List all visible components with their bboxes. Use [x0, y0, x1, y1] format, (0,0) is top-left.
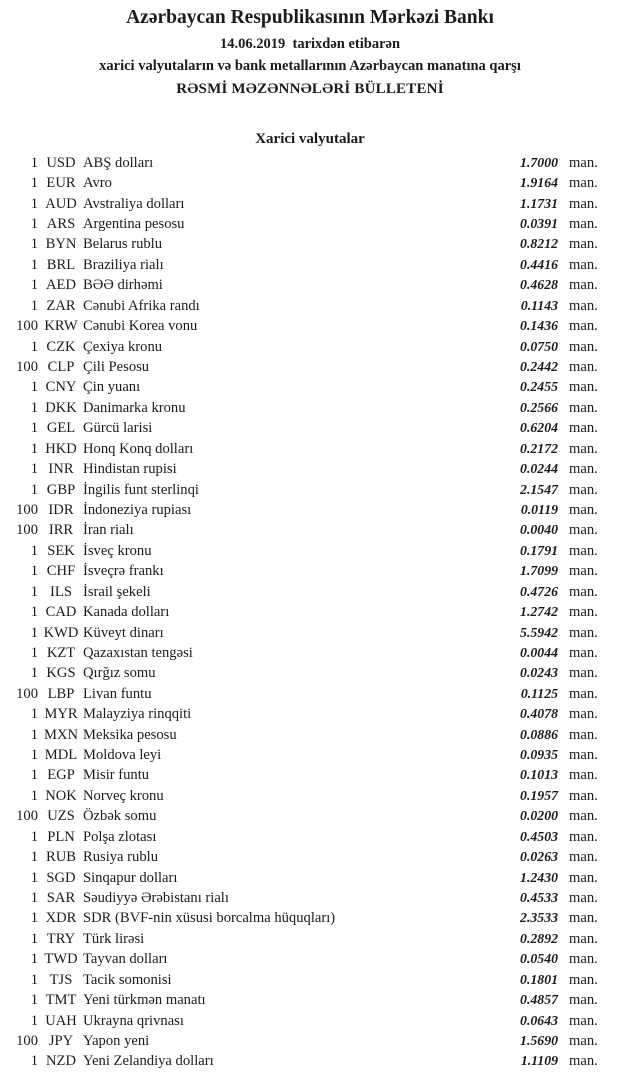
- currency-unit: man.: [569, 726, 598, 743]
- currency-code: INR: [48, 461, 74, 478]
- currency-unit: man.: [569, 828, 598, 845]
- currency-quantity: 1: [30, 154, 38, 171]
- table-row: [0, 275, 620, 295]
- currency-quantity: 1: [30, 1012, 38, 1029]
- currency-name: Ukrayna qrivnası: [83, 1012, 184, 1029]
- currency-rate: 0.1143: [520, 297, 558, 313]
- currency-rate: 1.2742: [520, 604, 558, 620]
- currency-name: İran rialı: [83, 522, 134, 539]
- currency-name: İngilis funt sterlinqi: [83, 481, 199, 498]
- currency-name: Honq Konq dolları: [83, 440, 194, 457]
- currency-code: ILS: [50, 583, 72, 600]
- currency-rate: 0.2455: [520, 379, 558, 395]
- currency-rate: 1.7099: [520, 563, 558, 579]
- currency-quantity: 1: [30, 706, 38, 723]
- currency-name: Yeni türkmən manatı: [83, 992, 206, 1009]
- table-row: [0, 214, 620, 234]
- currency-code: RUB: [45, 849, 76, 866]
- currency-rate: 0.1791: [520, 542, 558, 558]
- table-row: [0, 949, 620, 969]
- currency-name: Belarus rublu: [83, 236, 163, 253]
- currency-code: NZD: [46, 1053, 76, 1070]
- currency-unit: man.: [569, 236, 598, 253]
- currency-unit: man.: [569, 399, 598, 416]
- currency-unit: man.: [569, 910, 598, 927]
- currency-rate: 0.0200: [520, 808, 558, 824]
- currency-unit: man.: [569, 481, 598, 498]
- table-row: [0, 418, 620, 438]
- currency-unit: man.: [569, 359, 598, 376]
- table-row: [0, 929, 620, 949]
- currency-name: İndoneziya rupiası: [83, 501, 192, 518]
- currency-quantity: 1: [30, 236, 38, 253]
- table-row: [0, 541, 620, 561]
- currency-code: NOK: [45, 787, 77, 804]
- currency-code: CLP: [47, 359, 75, 376]
- currency-rate: 0.4533: [520, 889, 558, 905]
- currency-code: SAR: [46, 889, 76, 906]
- currency-code: TWD: [44, 951, 78, 968]
- currency-code: KRW: [44, 318, 78, 335]
- currency-quantity: 100: [16, 685, 38, 702]
- currency-rate: 5.5942: [520, 624, 558, 640]
- currency-name: Meksika pesosu: [83, 726, 177, 743]
- currency-rate: 1.7000: [520, 154, 558, 170]
- currency-quantity: 1: [30, 910, 38, 927]
- table-row: [0, 439, 620, 459]
- currency-rate: 0.1125: [520, 685, 558, 701]
- currency-rate: 0.0750: [520, 338, 558, 354]
- currency-code: TRY: [46, 930, 76, 947]
- currency-unit: man.: [569, 420, 598, 437]
- bank-title: Azərbaycan Respublikasının Mərkəzi Bankı: [126, 7, 494, 28]
- currency-rate: 0.4726: [520, 583, 558, 599]
- currency-rate: 1.1731: [520, 195, 558, 211]
- currency-name: SDR (BVF-nin xüsusi borcalma hüquqları): [83, 910, 336, 927]
- currency-rate: 0.0243: [520, 665, 558, 681]
- currency-name: Malayziya rinqqiti: [83, 706, 192, 723]
- currency-name: Qazaxıstan tengəsi: [83, 644, 193, 661]
- currency-unit: man.: [569, 256, 598, 273]
- currency-rate: 0.8212: [520, 236, 558, 252]
- currency-unit: man.: [569, 624, 598, 641]
- currency-quantity: 1: [30, 399, 38, 416]
- currency-code: EUR: [46, 175, 76, 192]
- currency-rate: 0.4857: [520, 992, 558, 1008]
- table-row: [0, 153, 620, 173]
- currency-unit: man.: [569, 195, 598, 212]
- currency-rate: 0.0040: [520, 522, 558, 538]
- currency-name: Qırğız somu: [83, 665, 156, 682]
- currency-code: CAD: [45, 604, 77, 621]
- table-row: [0, 745, 620, 765]
- currency-unit: man.: [569, 951, 598, 968]
- table-row: [0, 786, 620, 806]
- currency-quantity: 1: [30, 542, 38, 559]
- currency-quantity: 100: [16, 808, 38, 825]
- currency-code: IRR: [48, 522, 74, 539]
- currency-name: Avstraliya dolları: [83, 195, 185, 212]
- currency-name: İsveç kronu: [83, 542, 152, 559]
- currency-code: IDR: [48, 501, 74, 518]
- currency-code: KZT: [46, 644, 76, 661]
- table-row: [0, 1031, 620, 1051]
- table-row: [0, 663, 620, 683]
- currency-rate: 0.1957: [520, 787, 558, 803]
- currency-code: SGD: [46, 869, 76, 886]
- currency-name: Çin yuanı: [83, 379, 141, 396]
- table-row: [0, 827, 620, 847]
- currency-unit: man.: [569, 1053, 598, 1070]
- table-row: [0, 459, 620, 479]
- currency-unit: man.: [569, 869, 598, 886]
- currency-rate: 0.4416: [520, 256, 558, 272]
- currency-quantity: 1: [30, 869, 38, 886]
- currency-rate: 1.1109: [520, 1053, 558, 1069]
- currency-rate: 0.2442: [520, 359, 558, 375]
- currency-quantity: 1: [30, 277, 38, 294]
- currency-name: Türk lirəsi: [83, 930, 145, 947]
- currency-quantity: 1: [30, 440, 38, 457]
- bulletin-header: [0, 0, 620, 98]
- currency-name: Avro: [83, 175, 112, 192]
- table-row: [0, 1011, 620, 1031]
- currency-unit: man.: [569, 501, 598, 518]
- currency-unit: man.: [569, 542, 598, 559]
- currency-code: AUD: [45, 195, 77, 212]
- table-row: [0, 377, 620, 397]
- currency-code: UAH: [45, 1012, 77, 1029]
- currency-unit: man.: [569, 665, 598, 682]
- currency-rate: 0.0391: [520, 216, 558, 232]
- currency-name: Küveyt dinarı: [83, 624, 164, 641]
- currency-quantity: 1: [30, 604, 38, 621]
- currency-name: Özbək somu: [83, 808, 157, 825]
- table-row: [0, 888, 620, 908]
- currency-name: Tacik somonisi: [83, 971, 172, 988]
- currency-unit: man.: [569, 277, 598, 294]
- currency-rate: 0.2566: [520, 399, 558, 415]
- table-row: [0, 480, 620, 500]
- currency-code: CHF: [46, 563, 76, 580]
- currency-rate-table: [0, 153, 620, 1072]
- currency-quantity: 1: [30, 828, 38, 845]
- currency-unit: man.: [569, 522, 598, 539]
- currency-rate: 0.0540: [520, 951, 558, 967]
- currency-unit: man.: [569, 644, 598, 661]
- currency-quantity: 1: [30, 297, 38, 314]
- currency-code: MYR: [44, 706, 78, 723]
- table-row: [0, 398, 620, 418]
- currency-rate: 0.4078: [520, 706, 558, 722]
- currency-quantity: 1: [30, 889, 38, 906]
- currency-name: İsveçrə frankı: [83, 563, 164, 580]
- currency-quantity: 1: [30, 563, 38, 580]
- currency-quantity: 1: [30, 787, 38, 804]
- currency-code: AED: [46, 277, 76, 294]
- currency-quantity: 1: [30, 644, 38, 661]
- currency-code: DKK: [45, 399, 77, 416]
- currency-code: SEK: [47, 542, 75, 559]
- table-row: [0, 725, 620, 745]
- currency-quantity: 1: [30, 1053, 38, 1070]
- currency-unit: man.: [569, 930, 598, 947]
- currency-unit: man.: [569, 318, 598, 335]
- currency-name: Hindistan rupisi: [83, 461, 177, 478]
- currency-unit: man.: [569, 1032, 598, 1049]
- currency-rate: 0.0119: [520, 501, 558, 517]
- currency-name: BƏƏ dirhəmi: [83, 277, 163, 294]
- table-row: [0, 806, 620, 826]
- currency-unit: man.: [569, 747, 598, 764]
- currency-code: BRL: [46, 256, 76, 273]
- currency-unit: man.: [569, 379, 598, 396]
- currency-name: Moldova leyi: [83, 747, 162, 764]
- currency-quantity: 1: [30, 583, 38, 600]
- currency-unit: man.: [569, 849, 598, 866]
- currency-rate: 2.3533: [520, 910, 558, 926]
- currency-name: Yapon yeni: [83, 1032, 150, 1049]
- table-row: [0, 194, 620, 214]
- table-row: [0, 337, 620, 357]
- currency-rate: 0.0044: [520, 644, 558, 660]
- table-row: [0, 623, 620, 643]
- currency-rate: 2.1547: [520, 481, 558, 497]
- currency-unit: man.: [569, 175, 598, 192]
- currency-rate: 0.0935: [520, 747, 558, 763]
- section-title-foreign-currencies: Xarici valyutalar: [255, 131, 365, 147]
- table-row: [0, 684, 620, 704]
- currency-quantity: 1: [30, 216, 38, 233]
- currency-code: XDR: [45, 910, 77, 927]
- currency-name: Polşa zlotası: [83, 828, 157, 845]
- currency-unit: man.: [569, 563, 598, 580]
- currency-quantity: 100: [16, 318, 38, 335]
- currency-quantity: 1: [30, 747, 38, 764]
- currency-code: MDL: [44, 747, 78, 764]
- currency-quantity: 1: [30, 849, 38, 866]
- currency-quantity: 1: [30, 767, 38, 784]
- currency-name: Çexiya kronu: [83, 338, 163, 355]
- currency-unit: man.: [569, 583, 598, 600]
- currency-rate: 0.4628: [520, 277, 558, 293]
- currency-name: Danimarka kronu: [83, 399, 186, 416]
- currency-code: UZS: [47, 808, 75, 825]
- currency-code: LBP: [47, 685, 75, 702]
- currency-unit: man.: [569, 297, 598, 314]
- currency-code: KGS: [46, 665, 76, 682]
- currency-code: BYN: [45, 236, 77, 253]
- currency-code: CNY: [45, 379, 77, 396]
- currency-rate: 0.2172: [520, 440, 558, 456]
- table-row: [0, 296, 620, 316]
- table-row: [0, 990, 620, 1010]
- currency-rate: 1.2430: [520, 869, 558, 885]
- currency-unit: man.: [569, 685, 598, 702]
- currency-unit: man.: [569, 889, 598, 906]
- currency-unit: man.: [569, 216, 598, 233]
- currency-name: Cənubi Afrika randı: [83, 297, 200, 314]
- currency-rate: 0.1436: [520, 318, 558, 334]
- currency-quantity: 1: [30, 930, 38, 947]
- currency-code: PLN: [47, 828, 75, 845]
- currency-quantity: 1: [30, 971, 38, 988]
- currency-quantity: 1: [30, 951, 38, 968]
- currency-unit: man.: [569, 154, 598, 171]
- table-row: [0, 520, 620, 540]
- subtitle-line: xarici valyutaların və bank metallarının Azərbaycan manatına qarşı: [99, 58, 521, 74]
- currency-name: Sinqapur dolları: [83, 869, 178, 886]
- currency-name: Rusiya rublu: [83, 849, 158, 866]
- currency-rate: 1.5690: [520, 1032, 558, 1048]
- table-row: [0, 847, 620, 867]
- currency-unit: man.: [569, 338, 598, 355]
- currency-code: TMT: [45, 992, 77, 1009]
- currency-name: Səudiyyə Ərəbistanı rialı: [83, 889, 229, 906]
- effective-date-line: 14.06.2019 tarixdən etibarən: [219, 36, 401, 52]
- currency-unit: man.: [569, 992, 598, 1009]
- currency-rate: 0.0886: [520, 726, 558, 742]
- currency-unit: man.: [569, 1012, 598, 1029]
- currency-unit: man.: [569, 787, 598, 804]
- table-row: [0, 765, 620, 785]
- table-row: [0, 970, 620, 990]
- table-row: [0, 602, 620, 622]
- currency-code: TJS: [49, 971, 73, 988]
- currency-unit: man.: [569, 767, 598, 784]
- currency-rate: 0.0263: [520, 849, 558, 865]
- table-row: [0, 868, 620, 888]
- table-row: [0, 357, 620, 377]
- currency-quantity: 100: [16, 359, 38, 376]
- currency-name: Argentina pesosu: [83, 216, 185, 233]
- currency-quantity: 1: [30, 338, 38, 355]
- currency-name: Çili Pesosu: [83, 359, 150, 376]
- currency-rate: 1.9164: [520, 175, 558, 191]
- currency-quantity: 100: [16, 522, 38, 539]
- currency-code: GEL: [46, 420, 76, 437]
- currency-code: KWD: [43, 624, 79, 641]
- currency-code: CZK: [46, 338, 76, 355]
- currency-unit: man.: [569, 706, 598, 723]
- currency-rate: 0.2892: [520, 930, 558, 946]
- currency-rate: 0.1801: [520, 971, 558, 987]
- table-row: [0, 234, 620, 254]
- currency-quantity: 1: [30, 461, 38, 478]
- table-row: [0, 316, 620, 336]
- currency-name: İsrail şekeli: [83, 583, 151, 600]
- currency-code: ARS: [46, 216, 76, 233]
- currency-code: HKD: [45, 440, 77, 457]
- currency-name: Gürcü larisi: [83, 420, 153, 437]
- currency-rate: 0.0244: [520, 461, 558, 477]
- currency-quantity: 1: [30, 726, 38, 743]
- currency-unit: man.: [569, 971, 598, 988]
- currency-quantity: 1: [30, 175, 38, 192]
- currency-name: Livan funtu: [83, 685, 152, 702]
- currency-rate: 0.0643: [520, 1012, 558, 1028]
- currency-name: Kanada dolları: [83, 604, 170, 621]
- table-row: [0, 908, 620, 928]
- currency-name: Misir funtu: [83, 767, 150, 784]
- currency-name: Yeni Zelandiya dolları: [83, 1053, 214, 1070]
- currency-code: USD: [46, 154, 76, 171]
- table-row: [0, 173, 620, 193]
- currency-unit: man.: [569, 440, 598, 457]
- table-row: [0, 255, 620, 275]
- currency-quantity: 1: [30, 624, 38, 641]
- table-row: [0, 500, 620, 520]
- currency-unit: man.: [569, 461, 598, 478]
- currency-quantity: 1: [30, 420, 38, 437]
- currency-name: Tayvan dolları: [83, 951, 168, 968]
- currency-quantity: 100: [16, 501, 38, 518]
- currency-name: Norveç kronu: [83, 787, 164, 804]
- currency-code: GBP: [46, 481, 76, 498]
- currency-rate: 0.1013: [520, 767, 558, 783]
- currency-code: EGP: [47, 767, 75, 784]
- currency-name: ABŞ dolları: [83, 154, 154, 171]
- currency-unit: man.: [569, 808, 598, 825]
- currency-code: ZAR: [46, 297, 76, 314]
- currency-name: Braziliya rialı: [83, 256, 164, 273]
- currency-rate: 0.6204: [520, 420, 558, 436]
- currency-quantity: 1: [30, 379, 38, 396]
- currency-quantity: 1: [30, 481, 38, 498]
- currency-name: Cənubi Korea vonu: [83, 318, 198, 335]
- table-row: [0, 582, 620, 602]
- table-row: [0, 1051, 620, 1071]
- currency-quantity: 1: [30, 665, 38, 682]
- table-row: [0, 704, 620, 724]
- table-row: [0, 561, 620, 581]
- bulletin-title: RƏSMİ MƏZƏNNƏLƏRİ BÜLLETENİ: [176, 81, 444, 97]
- currency-code: MXN: [43, 726, 79, 743]
- table-row: [0, 643, 620, 663]
- currency-code: JPY: [48, 1032, 74, 1049]
- currency-unit: man.: [569, 604, 598, 621]
- currency-quantity: 1: [30, 195, 38, 212]
- currency-quantity: 1: [30, 992, 38, 1009]
- currency-quantity: 100: [16, 1032, 38, 1049]
- currency-quantity: 1: [30, 256, 38, 273]
- currency-rate: 0.4503: [520, 828, 558, 844]
